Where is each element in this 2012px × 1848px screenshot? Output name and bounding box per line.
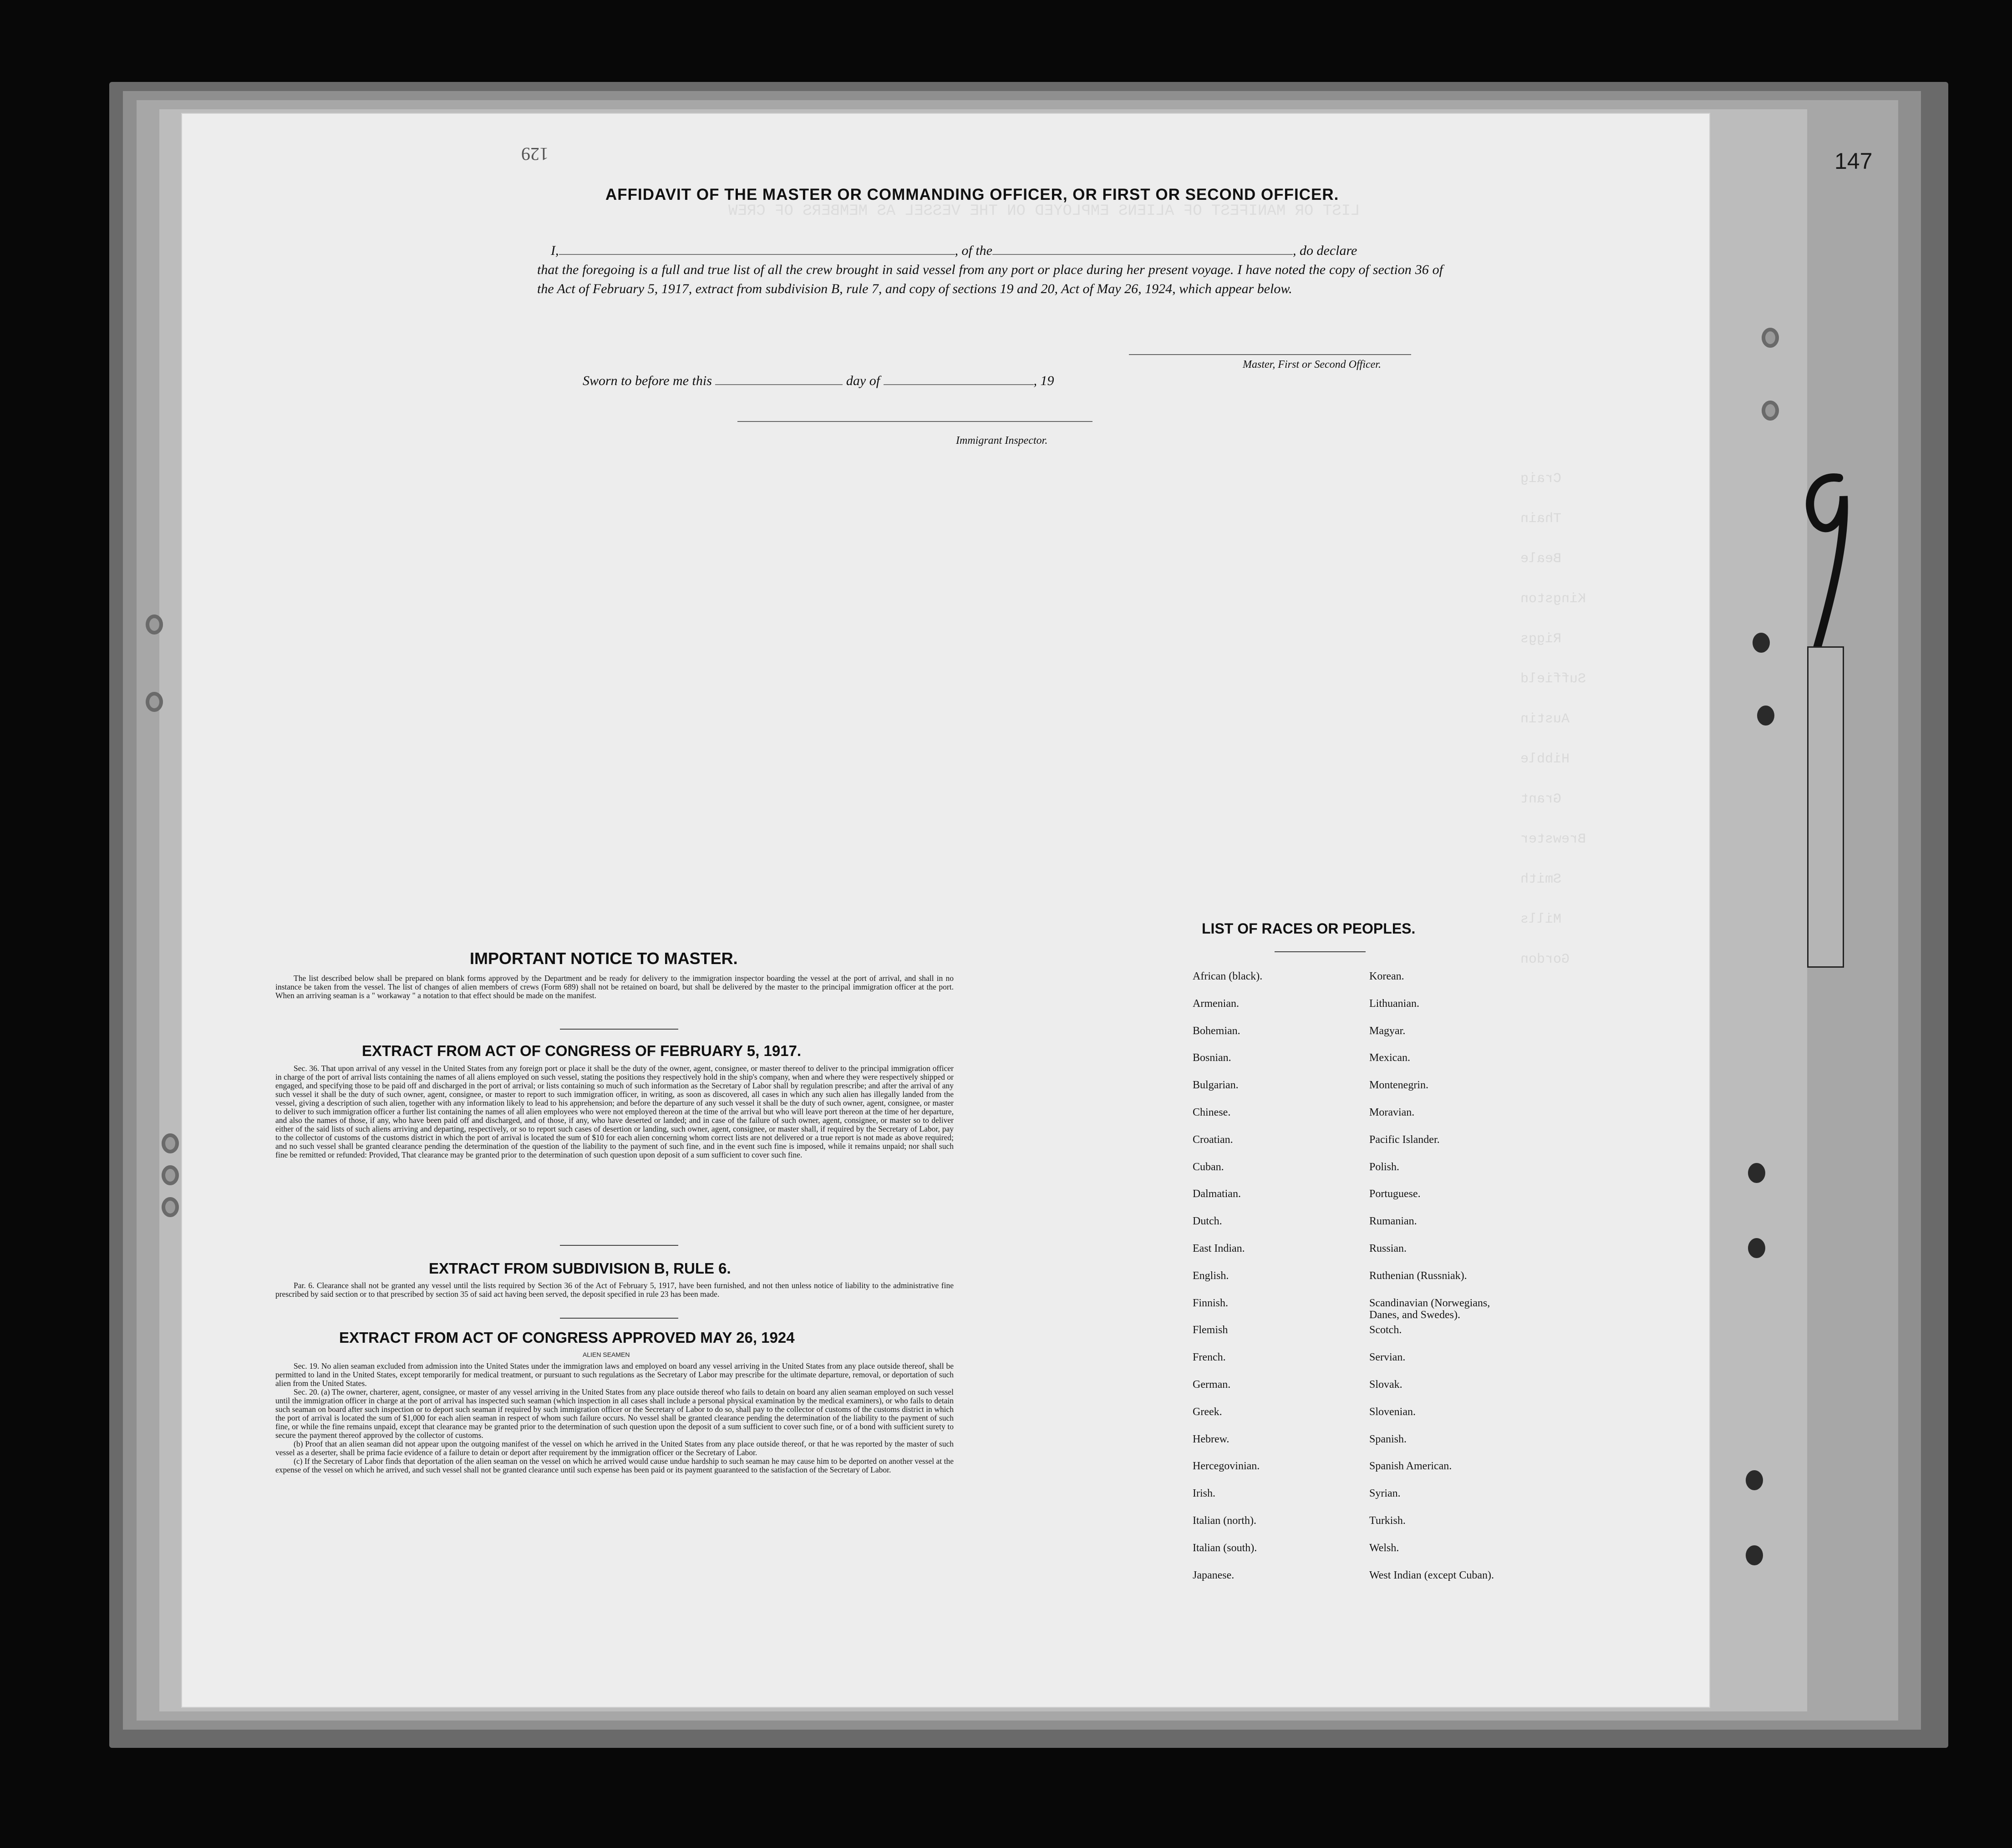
- sec-20c-text: (c) If the Secretary of Labor finds that deportation of the alien seaman on the vessel on which he arrived would cause undue hardship to such seaman he may cause him to be deported on another vessel at the expense of the vessel on which he arrived, and such vessel shall not be granted clearance until such expense has been paid or its payment guaranteed to the satisfaction of the Secretary of Labor.: [275, 1457, 954, 1474]
- race-item: Dalmatian.: [1193, 1188, 1241, 1200]
- punch-hole: [1753, 633, 1770, 653]
- punch-hole: [1762, 401, 1779, 421]
- bleed-through-name: Kingston: [1520, 591, 1586, 607]
- race-item: French.: [1193, 1351, 1226, 1364]
- handwritten-mark: [1798, 469, 1853, 660]
- punch-hole: [162, 1133, 179, 1153]
- race-item: Bosnian.: [1193, 1052, 1231, 1064]
- notice-text: The list described below shall be prepared on blank forms approved by the Department and be ready for delivery to the immigration inspector boarding the vessel at the port of arrival, and shall in no instance be taken from the vessel. The list of changes of alien members of crews (Form 689) shall not be retained on board, but shall be delivered by the master to the principal immigration officer at the port. When an arriving seaman is a " workaway " a notation to that effect should be made on the manifest.: [275, 974, 954, 1000]
- race-item: Magyar.: [1369, 1025, 1406, 1037]
- rule6-text: Par. 6. Clearance shall not be granted any vessel until the lists required by Section 36 of the Act of February 5, 1917, have been furnished, and not then unless notice of liability to the administrative fine prescribed by said section or to that prescribed by section 35 of said act having been served, the deposit specified in rule 23 has been made.: [275, 1281, 954, 1299]
- affidavit-of-the-label: , of the: [955, 243, 992, 258]
- races-rule: [1275, 951, 1366, 952]
- bleed-through-header: LIST OR MANIFEST OF ALIENS EMPLOYED ON THE VESSEL AS MEMBERS OF CREW: [728, 203, 1360, 220]
- race-item: Welsh.: [1369, 1542, 1399, 1554]
- extract-1917-text: Sec. 36. That upon arrival of any vessel in the United States from any foreign port or place it shall be the duty of the owner, agent, consignee, or master thereof to deliver to the principal immigration officer in charge of the port of arrival lists containing the names of all aliens employed on such vessel, stating the positions they respectively hold in the ship's company, when and where they were respectively shipped or engaged, and specifying those to be paid off and discharged in the port of arrival; or lists containing so much of such information as the Secretary of Labor shall by regulation prescribe; and after the arrival of any such vessel it shall be the duty of such owner, agent, consignee, or master to report to such immigration officer, in writing, as soon as discovered, all cases in which any such alien has illegally landed from the vessel, giving a description of such alien, together with any information likely to lead to his apprehension; and before the departure of any such vessel it shall be the duty of such owner, agent, consignee, or master to deliver to such immigration officer a further list containing the names of all alien employees who were not employed thereon at the time of the arrival but who will leave port thereon at the time of her departure, and also the names of those, if any, who have been paid off and discharged, and of those, if any, who have deserted or landed; and in case of the failure of such owner, agent, consignee, or master so to deliver either of the said lists of such aliens arriving and departing, respectively, or so to report such cases of desertion or landing, such owner, agent, consignee, or master shall, if required by the Secretary of Labor, pay to the collector of customs of the customs district in which the port of arrival is located the sum of $10 for each alien concerning whom correct lists are not delivered or a true report is not made as above required; and no such vessel shall be granted clearance pending the determination of the question of the liability to the payment of such fine, and in the event such fine is imposed, while it remains unpaid; nor shall such fine be remitted or refunded: Provided, That clearance may be granted prior to the determination of such question upon deposit of a sum sufficient to cover such fine.: [275, 1064, 954, 1159]
- day-blank: [715, 372, 843, 385]
- bleed-through-name: Thain: [1520, 511, 1562, 527]
- rule6-rule: [560, 1318, 678, 1319]
- race-item: Servian.: [1369, 1351, 1406, 1364]
- bleed-through-name: Gordon: [1520, 952, 1570, 967]
- race-item: Greek.: [1193, 1406, 1222, 1418]
- race-item: Italian (north).: [1193, 1515, 1256, 1527]
- race-item: Bohemian.: [1193, 1025, 1240, 1037]
- race-item: Dutch.: [1193, 1215, 1222, 1228]
- race-item: Scandinavian (Norwegians, Danes, and Swedes).: [1369, 1297, 1490, 1321]
- race-item: Lithuanian.: [1369, 997, 1419, 1010]
- bleed-through-name: Craig: [1520, 471, 1562, 487]
- bleed-through-name: Smith: [1520, 872, 1562, 887]
- bleed-through-name: Riggs: [1520, 631, 1562, 647]
- bleed-through-name: Austin: [1520, 711, 1570, 727]
- races-title: LIST OF RACES OR PEOPLES.: [1202, 920, 1416, 937]
- race-item: Bulgarian.: [1193, 1079, 1239, 1092]
- race-item: Ruthenian (Russniak).: [1369, 1269, 1467, 1282]
- extract-1924-body: [275, 1362, 954, 1474]
- affidavit-statement: that the foregoing is a full and true list of all the crew brought in said vessel from any port or place during her present voyage. I have noted the copy of section 36 of the Act of February 5, 1917, extract from subdivision B, rule 7, and copy of sections 19 and 20, Act of May 26, 1924, which appear below.: [537, 262, 1443, 296]
- race-item: Russian.: [1369, 1243, 1407, 1254]
- race-item: Scotch.: [1369, 1324, 1402, 1336]
- race-item: Rumanian.: [1369, 1215, 1417, 1228]
- race-item: African (black).: [1193, 970, 1263, 982]
- notice-rule: [560, 1029, 678, 1030]
- race-item: Montenegrin.: [1369, 1079, 1428, 1092]
- race-item: Pacific Islander.: [1369, 1133, 1440, 1146]
- punch-hole: [162, 1197, 179, 1217]
- extract-1924-subtitle: ALIEN SEAMEN: [583, 1351, 630, 1358]
- bleed-through-name: Grant: [1520, 792, 1562, 807]
- race-item: Slovenian.: [1369, 1406, 1416, 1418]
- race-item: German.: [1193, 1379, 1231, 1391]
- page-number: 147: [1834, 148, 1873, 174]
- race-item: Moravian.: [1369, 1107, 1415, 1118]
- master-caption: Master, First or Second Officer.: [1243, 359, 1381, 371]
- sworn-line: [583, 372, 1054, 389]
- affidavit-i-label: I,: [551, 243, 559, 258]
- race-item: Croatian.: [1193, 1133, 1233, 1146]
- race-item: Portuguese.: [1369, 1188, 1421, 1200]
- race-item: Polish.: [1369, 1161, 1400, 1173]
- bleed-through-name: Suffield: [1520, 671, 1586, 687]
- bleed-through-name: Hibble: [1520, 751, 1570, 767]
- punch-hole: [146, 692, 163, 712]
- sec-20a-text: Sec. 20. (a) The owner, charterer, agent, consignee, or master of any vessel arriving in the United States from any place outside thereof who fails to detain on board any alien seaman employed on such vessel until the immigration officer in charge at the port of arrival has inspected such seaman (which inspection in all cases shall include a personal physical examination by the medical examiners), or who fails to detain such seaman on board after such inspection or to deport such seaman if required by such immigration officer or the Secretary of Labor to do so, shall pay to the collector of customs of the customs district in which the port of arrival is located the sum of $1,000 for each alien seaman in respect of whom such failure occurs. No vessel shall be granted clearance pending the determination of the liability to the payment of such fine, or while the fine remains unpaid, except that clearance may be granted prior to the determination of such question upon the deposit of a sum sufficient to cover such fine, or of a bond with sufficient surety to secure the payment thereof approved by the collector of customs.: [275, 1387, 954, 1440]
- bleed-through-name: Beale: [1520, 551, 1562, 567]
- inspector-signature-line: [737, 421, 1092, 422]
- punch-hole: [146, 614, 163, 635]
- sec-20b-text: (b) Proof that an alien seaman did not appear upon the outgoing manifest of the vessel on which he arrived in the United States from any place outside thereof, or that he was reported by the master of such vessel as a deserter, shall be prima facie evidence of a failure to detain or deport after requirement by the immigration officer or the Secretary of Labor.: [275, 1439, 954, 1457]
- race-item: Cuban.: [1193, 1161, 1224, 1173]
- sworn-label: Sworn to before me this: [583, 373, 712, 388]
- master-signature-line: [1129, 354, 1411, 355]
- race-item: Slovak.: [1369, 1379, 1402, 1391]
- race-item: Armenian.: [1193, 997, 1239, 1010]
- sec-19-text: Sec. 19. No alien seaman excluded from admission into the United States under the immigration laws and employed on board any vessel arriving in the United States from any place outside thereof, shall be permitted to land in the United States, except temporarily for medical treatment, or pursuant to such regulations as the Secretary of Labor may prescribe for the ultimate departure, removal, or deportation of such alien from the United States.: [275, 1361, 954, 1388]
- affidavit-declare-label: , do declare: [1293, 243, 1357, 258]
- inspector-caption: Immigrant Inspector.: [956, 435, 1048, 447]
- race-item: Spanish.: [1369, 1433, 1407, 1445]
- race-item: English.: [1193, 1269, 1229, 1282]
- notice-title: IMPORTANT NOTICE TO MASTER.: [470, 949, 738, 968]
- divider-tab: [1807, 646, 1844, 968]
- bleed-through-name: Brewster: [1520, 832, 1586, 847]
- race-item: Flemish: [1193, 1324, 1228, 1336]
- race-item: Turkish.: [1369, 1515, 1406, 1527]
- race-item: Finnish.: [1193, 1297, 1229, 1309]
- race-item: East Indian.: [1193, 1243, 1245, 1254]
- race-item: Italian (south).: [1193, 1542, 1257, 1554]
- day-of-label: day of: [846, 373, 880, 388]
- race-item: Spanish American.: [1369, 1460, 1452, 1472]
- vessel-blank: [992, 242, 1293, 255]
- affidavit-body: [537, 241, 1443, 299]
- race-item: Chinese.: [1193, 1107, 1231, 1118]
- race-item: West Indian (except Cuban).: [1369, 1569, 1494, 1581]
- month-blank: [884, 372, 1034, 385]
- race-item: Hebrew.: [1193, 1433, 1230, 1445]
- race-item: Irish.: [1193, 1488, 1215, 1500]
- race-item: Korean.: [1369, 970, 1404, 982]
- extract-1924-title: EXTRACT FROM ACT OF CONGRESS APPROVED MAY 26, 1924: [339, 1329, 795, 1346]
- marginal-note: 129: [521, 144, 549, 164]
- name-blank: [559, 242, 955, 255]
- race-item: Hercegovinian.: [1193, 1460, 1260, 1472]
- affidavit-declaration-line: [537, 241, 1443, 260]
- punch-hole: [1746, 1545, 1763, 1565]
- extract-1917-title: EXTRACT FROM ACT OF CONGRESS OF FEBRUARY 5, 1917.: [362, 1042, 802, 1059]
- affidavit-title: AFFIDAVIT OF THE MASTER OR COMMANDING OFFICER, OR FIRST OR SECOND OFFICER.: [605, 186, 1339, 203]
- punch-hole: [1762, 328, 1779, 348]
- race-item: Japanese.: [1193, 1569, 1235, 1581]
- punch-hole: [162, 1165, 179, 1185]
- extract-1917-rule: [560, 1245, 678, 1246]
- punch-hole: [1757, 706, 1774, 726]
- race-item: Syrian.: [1369, 1488, 1401, 1500]
- punch-hole: [1748, 1163, 1765, 1183]
- year-label: , 19: [1033, 373, 1054, 388]
- punch-hole: [1746, 1470, 1763, 1490]
- bleed-through-name: Mills: [1520, 912, 1562, 927]
- race-item: Mexican.: [1369, 1052, 1410, 1064]
- punch-hole: [1748, 1238, 1765, 1258]
- rule6-title: EXTRACT FROM SUBDIVISION B, RULE 6.: [429, 1260, 731, 1277]
